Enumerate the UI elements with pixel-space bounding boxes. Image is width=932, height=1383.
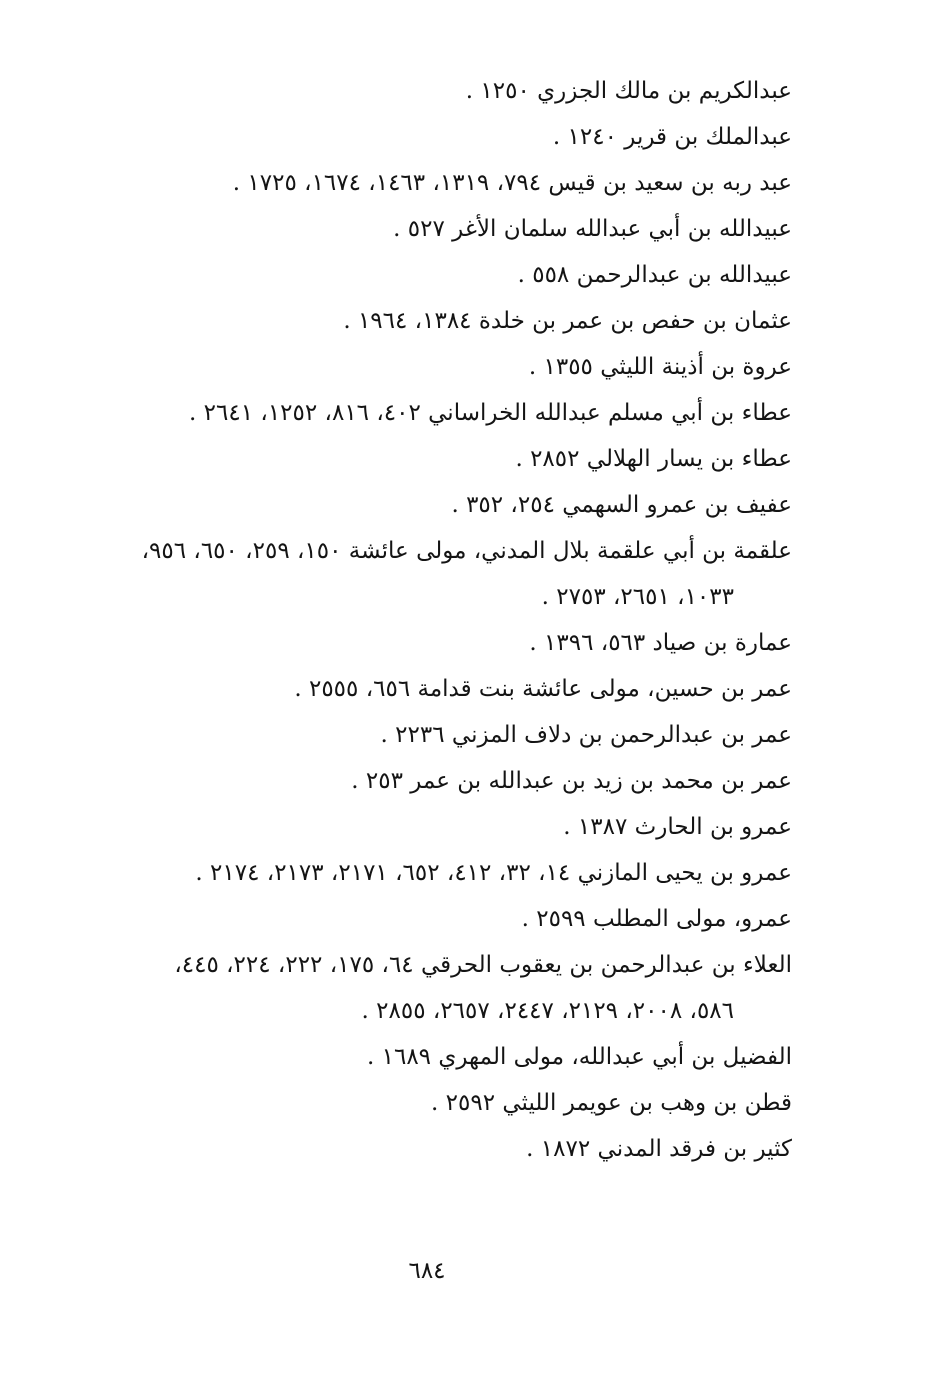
index-entry: عمر بن محمد بن زيد بن عبدالله بن عمر ٢٥٣ . (351, 768, 792, 794)
index-entry: عطاء بن أبي مسلم عبدالله الخراساني ٤٠٢، ٨١٦، ١٢٥٢، ٢٦٤١ . (189, 400, 792, 426)
index-entry: عبد ربه بن سعيد بن قيس ٧٩٤، ١٣١٩، ١٤٦٣، ١٦٧٤، ١٧٢٥ . (232, 170, 792, 196)
index-entry: عمر بن حسين، مولى عائشة بنت قدامة ٦٥٦، ٢٥٥٥ . (294, 676, 792, 702)
index-entry: عبيدالله بن أبي عبدالله سلمان الأغر ٥٢٧ . (393, 216, 792, 242)
index-entry: علقمة بن أبي علقمة بلال المدني، مولى عائشة ١٥٠، ٢٥٩، ٦٥٠، ٩٥٦، ١٠٣٣، ٢٦٥١، ٢٧٥٣ . (72, 528, 792, 620)
index-entry: العلاء بن عبدالرحمن بن يعقوب الحرقي ٦٤، ١٧٥، ٢٢٢، ٢٢٤، ٤٤٥، ٥٨٦، ٢٠٠٨، ٢١٢٩، ٢٤٤٧، ٢٦٥٧، ٢٨٥٥ . (72, 942, 792, 1034)
index-entry-continuation: ٥٨٦، ٢٠٠٨، ٢١٢٩، ٢٤٤٧، ٢٦٥٧، ٢٨٥٥ . (361, 998, 734, 1024)
index-entry: عمرو، مولى المطلب ٢٥٩٩ . (521, 906, 792, 932)
index-entry: عطاء بن يسار الهلالي ٢٨٥٢ . (515, 446, 792, 472)
index-entry: عروة بن أذينة الليثي ١٣٥٥ . (528, 354, 792, 380)
page-number: ٦٨٤ (408, 1258, 446, 1284)
index-entry: الفضيل بن أبي عبدالله، مولى المهري ١٦٨٩ . (367, 1044, 792, 1070)
index-entry: عثمان بن حفص بن عمر بن خلدة ١٣٨٤، ١٩٦٤ . (343, 308, 792, 334)
index-entry: عبيدالله بن عبدالرحمن ٥٥٨ . (517, 262, 792, 288)
index-entry: عفيف بن عمرو السهمي ٢٥٤، ٣٥٢ . (451, 492, 792, 518)
index-entries (72, 68, 792, 1172)
index-entry: عمرو بن الحارث ١٣٨٧ . (563, 814, 792, 840)
index-entry: كثير بن فرقد المدني ١٨٧٢ . (526, 1136, 792, 1162)
index-entry: عمارة بن صياد ٥٦٣، ١٣٩٦ . (529, 630, 792, 656)
index-entry: عمر بن عبدالرحمن بن دلاف المزني ٢٢٣٦ . (380, 722, 792, 748)
index-entry-continuation: ١٠٣٣، ٢٦٥١، ٢٧٥٣ . (541, 584, 734, 610)
index-entry: عمرو بن يحيى المازني ١٤، ٣٢، ٤١٢، ٦٥٢، ٢١٧١، ٢١٧٣، ٢١٧٤ . (195, 860, 792, 886)
index-entry: عبدالكريم بن مالك الجزري ١٢٥٠ . (465, 78, 792, 104)
index-entry: قطن بن وهب بن عويمر الليثي ٢٥٩٢ . (431, 1090, 792, 1116)
index-entry: عبدالملك بن قرير ١٢٤٠ . (552, 124, 792, 150)
